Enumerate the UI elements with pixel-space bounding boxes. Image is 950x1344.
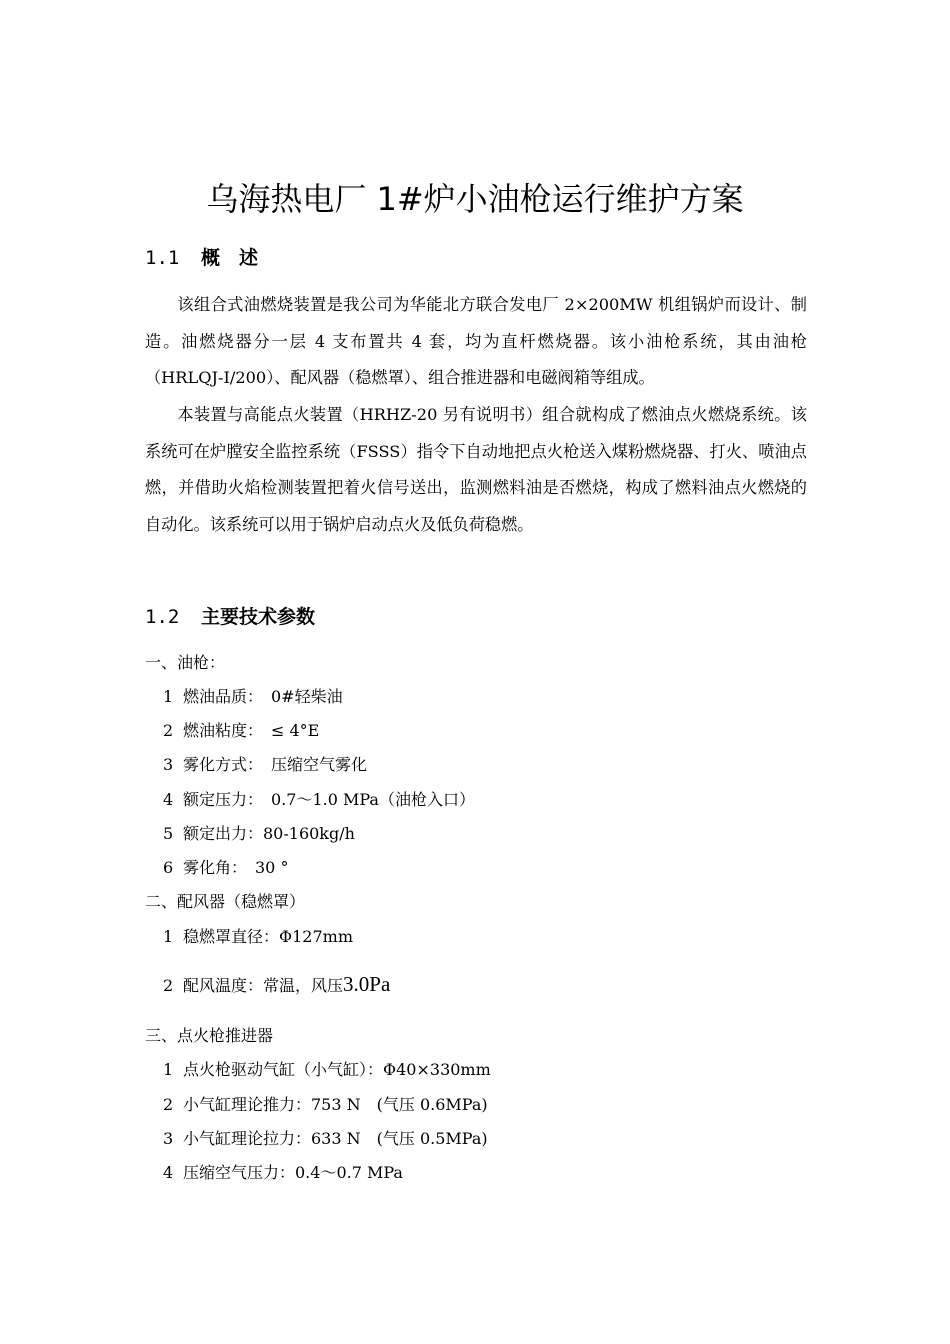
paragraph-overview-2: 本装置与高能点火装置（HRHZ-20 另有说明书）组合就构成了燃油点火燃烧系统。该系统可在炉膛安全监控系统（FSSS）指令下自动地把点火枪送入煤粉燃烧器、打火、喷油点燃，并借助火焰检测装置把着火信号送出，监测燃料油是否燃烧，构成了燃料油点火燃烧的自动化。该系统可以用于锅炉启动点火及低负荷稳燃。 [145, 405, 807, 534]
param-item: 2 配风温度：常温，风压3.0Pa [163, 972, 391, 996]
param-item: 1 燃油品质： 0#轻柴油 [163, 687, 343, 706]
document-title: 乌海热电厂 1#炉小油枪运行维护方案 [206, 180, 744, 218]
param-item: 1 点火枪驱动气缸（小气缸）：Φ40×330mm [163, 1060, 491, 1079]
param-item: 2 燃油粘度： ≤ 4°E [163, 721, 320, 740]
group-title-air-register: 二、配风器（稳燃罩） [145, 892, 306, 911]
param-item: 2 小气缸理论推力：753 N (气压 0.6MPa) [163, 1095, 488, 1114]
wind-pressure-value: 3.0Pa [343, 972, 391, 996]
section-number: 1.1 [145, 247, 180, 269]
param-item: 4 额定压力： 0.7～1.0 MPa（油枪入口） [163, 790, 475, 809]
section-heading-overview [145, 243, 258, 273]
paragraph-overview-1: 该组合式油燃烧装置是我公司为华能北方联合发电厂 2×200MW 机组锅炉而设计、制造。油燃烧器分一层 4 支布置共 4 套，均为直杆燃烧器。该小油枪系统，其由油枪（HRLQJ-Ⅰ/200）、配风器（稳燃罩）、组合推进器和电磁阀箱等组成。 [145, 295, 807, 387]
param-item: 4 压缩空气压力：0.4～0.7 MPa [163, 1163, 403, 1182]
param-item: 3 小气缸理论拉力：633 N (气压 0.5MPa) [163, 1129, 488, 1148]
section-title: 概 述 [201, 247, 259, 269]
section-number: 1.2 [145, 606, 180, 628]
group-title-igniter-pusher: 三、点火枪推进器 [145, 1026, 274, 1045]
param-item: 6 雾化角： 30 ° [163, 858, 289, 877]
param-item: 5 额定出力：80-160kg/h [163, 824, 355, 843]
section-title: 主要技术参数 [201, 606, 316, 628]
param-item: 3 雾化方式： 压缩空气雾化 [163, 755, 368, 774]
param-item: 1 稳燃罩直径：Φ127mm [163, 927, 354, 946]
group-title-oil-gun: 一、油枪： [145, 653, 226, 672]
section-heading-parameters [145, 602, 315, 632]
